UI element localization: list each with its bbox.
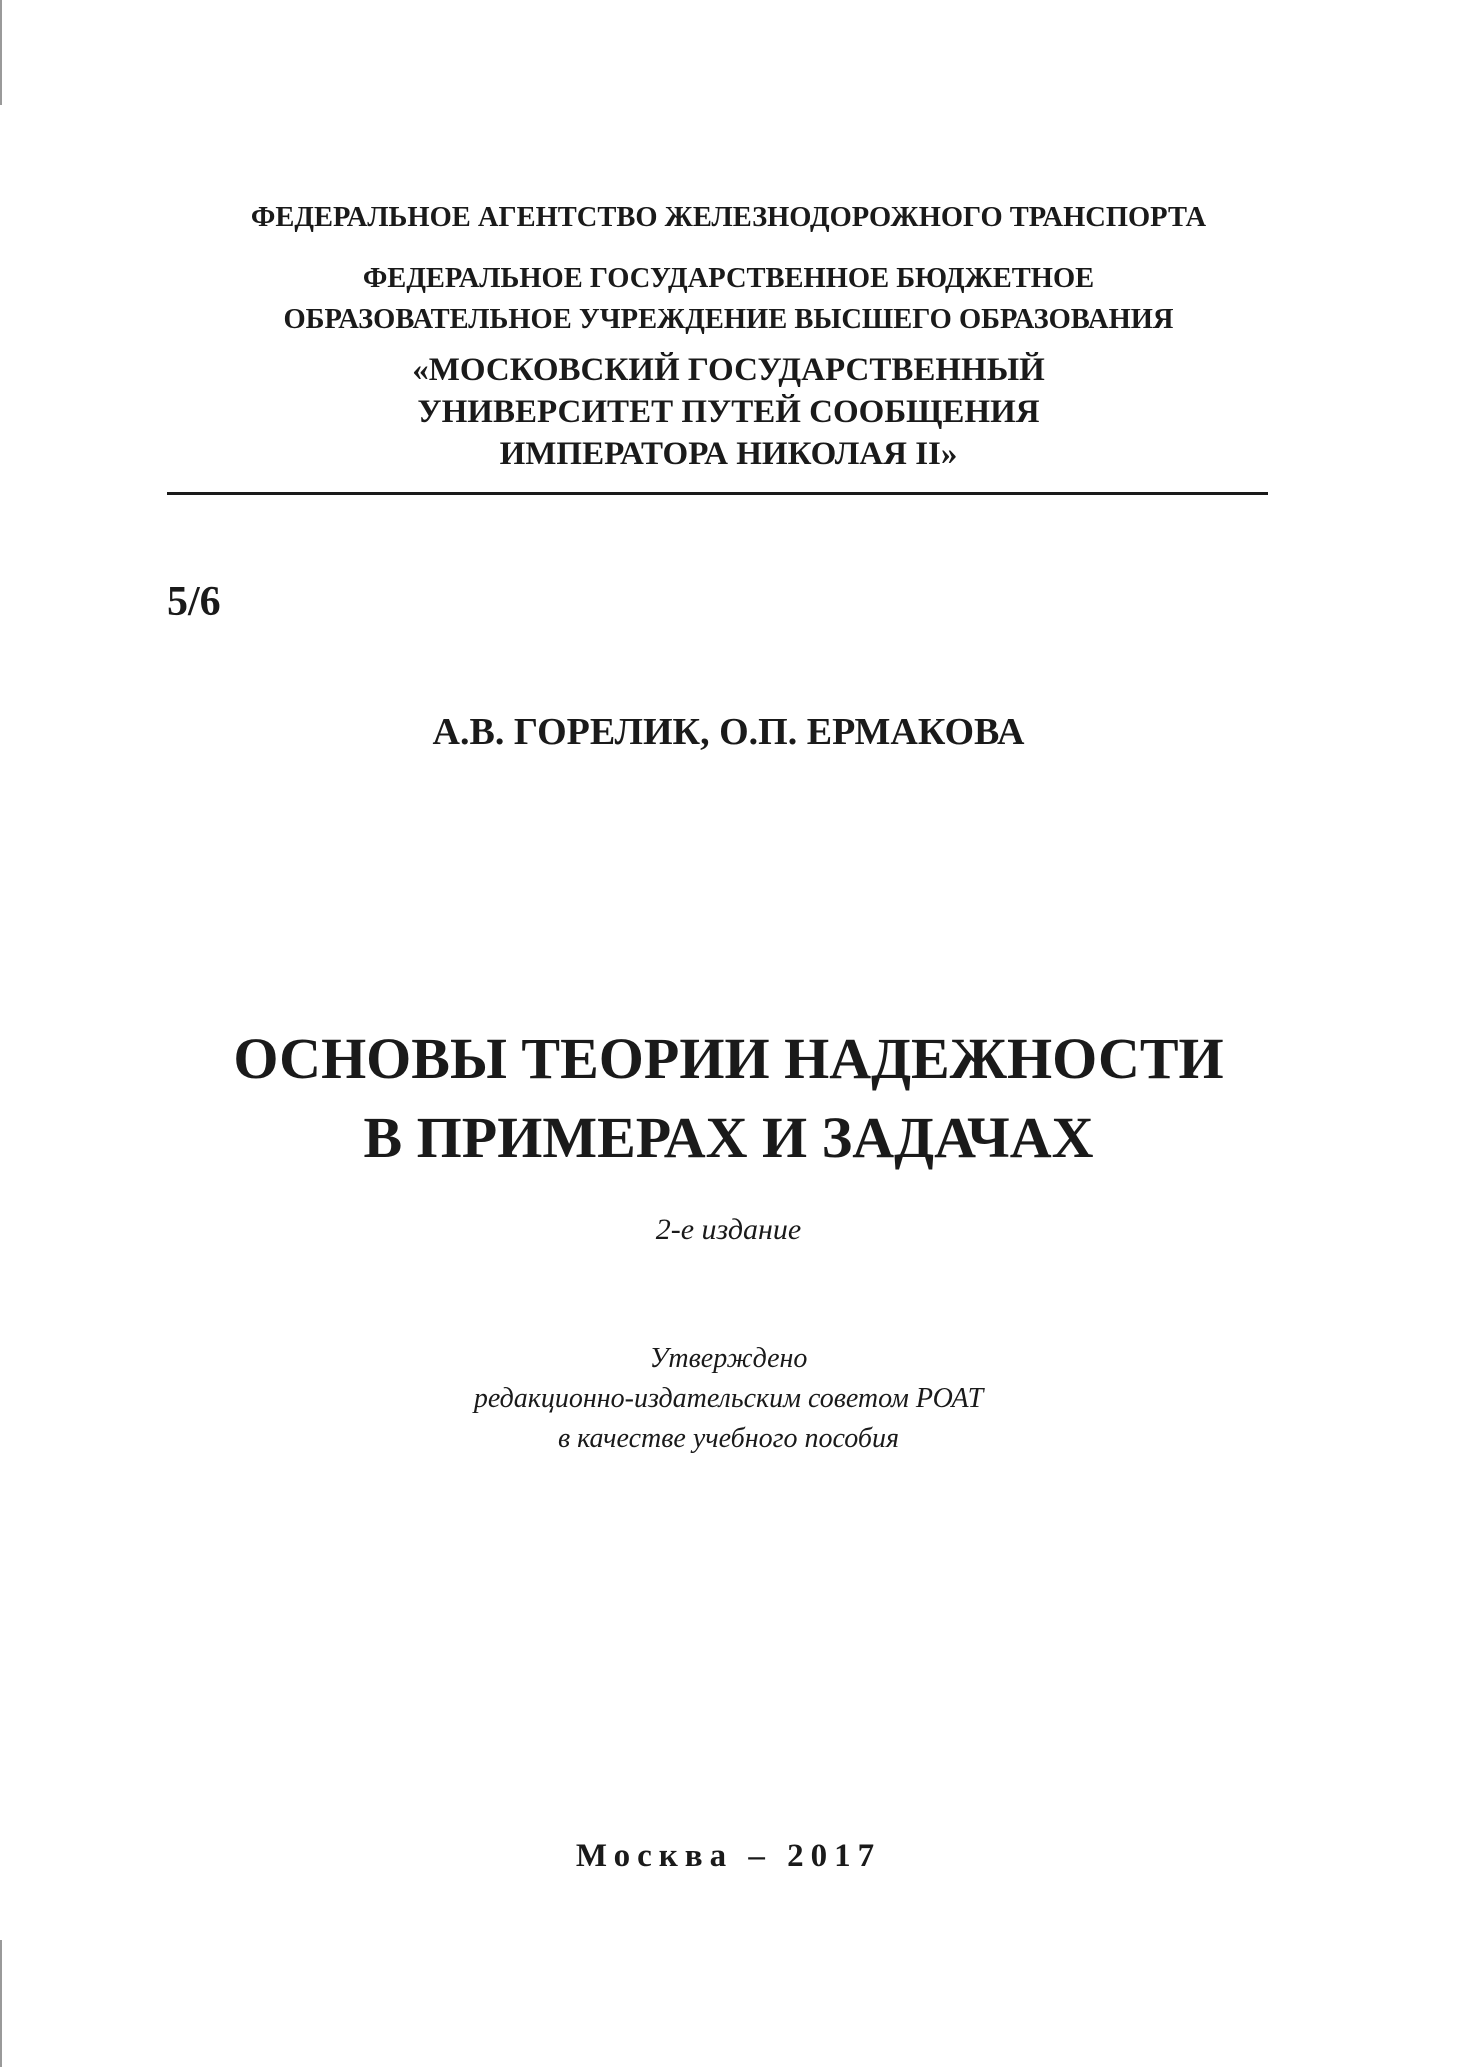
city-year-imprint: Москва – 2017 <box>575 1838 882 1874</box>
university-line-3: ИМПЕРАТОРА НИКОЛАЯ II» <box>499 436 958 472</box>
agency-name: ФЕДЕРАЛЬНОЕ АГЕНТСТВО ЖЕЛЕЗНОДОРОЖНОГО ТРАНСПОРТА <box>250 202 1207 233</box>
page-edge-mark-bottom <box>0 1940 2 2067</box>
institution-line-2: ОБРАЗОВАТЕЛЬНОЕ УЧРЕЖДЕНИЕ ВЫСШЕГО ОБРАЗОВАНИЯ <box>283 304 1174 335</box>
university-line-1: «МОСКОВСКИЙ ГОСУДАРСТВЕННЫЙ <box>412 352 1045 388</box>
approval-line-1: Утверждено <box>649 1343 808 1374</box>
book-title-line-2: В ПРИМЕРАХ И ЗАДАЧАХ <box>363 1105 1094 1170</box>
page-edge-mark-top <box>0 0 2 105</box>
header-divider <box>167 492 1268 495</box>
book-title-line-1: ОСНОВЫ ТЕОРИИ НАДЕЖНОСТИ <box>233 1026 1224 1091</box>
edition-label: 2-е издание <box>655 1213 802 1246</box>
approval-line-3: в качестве учебного пособия <box>557 1423 900 1454</box>
university-line-2: УНИВЕРСИТЕТ ПУТЕЙ СООБЩЕНИЯ <box>417 394 1040 430</box>
institution-line-1: ФЕДЕРАЛЬНОЕ ГОСУДАРСТВЕННОЕ БЮДЖЕТНОЕ <box>362 263 1095 294</box>
catalog-code: 5/6 <box>167 579 221 625</box>
approval-line-2: редакционно-издательским советом РОАТ <box>473 1383 984 1414</box>
authors: А.В. ГОРЕЛИК, О.П. ЕРМАКОВА <box>432 711 1025 753</box>
